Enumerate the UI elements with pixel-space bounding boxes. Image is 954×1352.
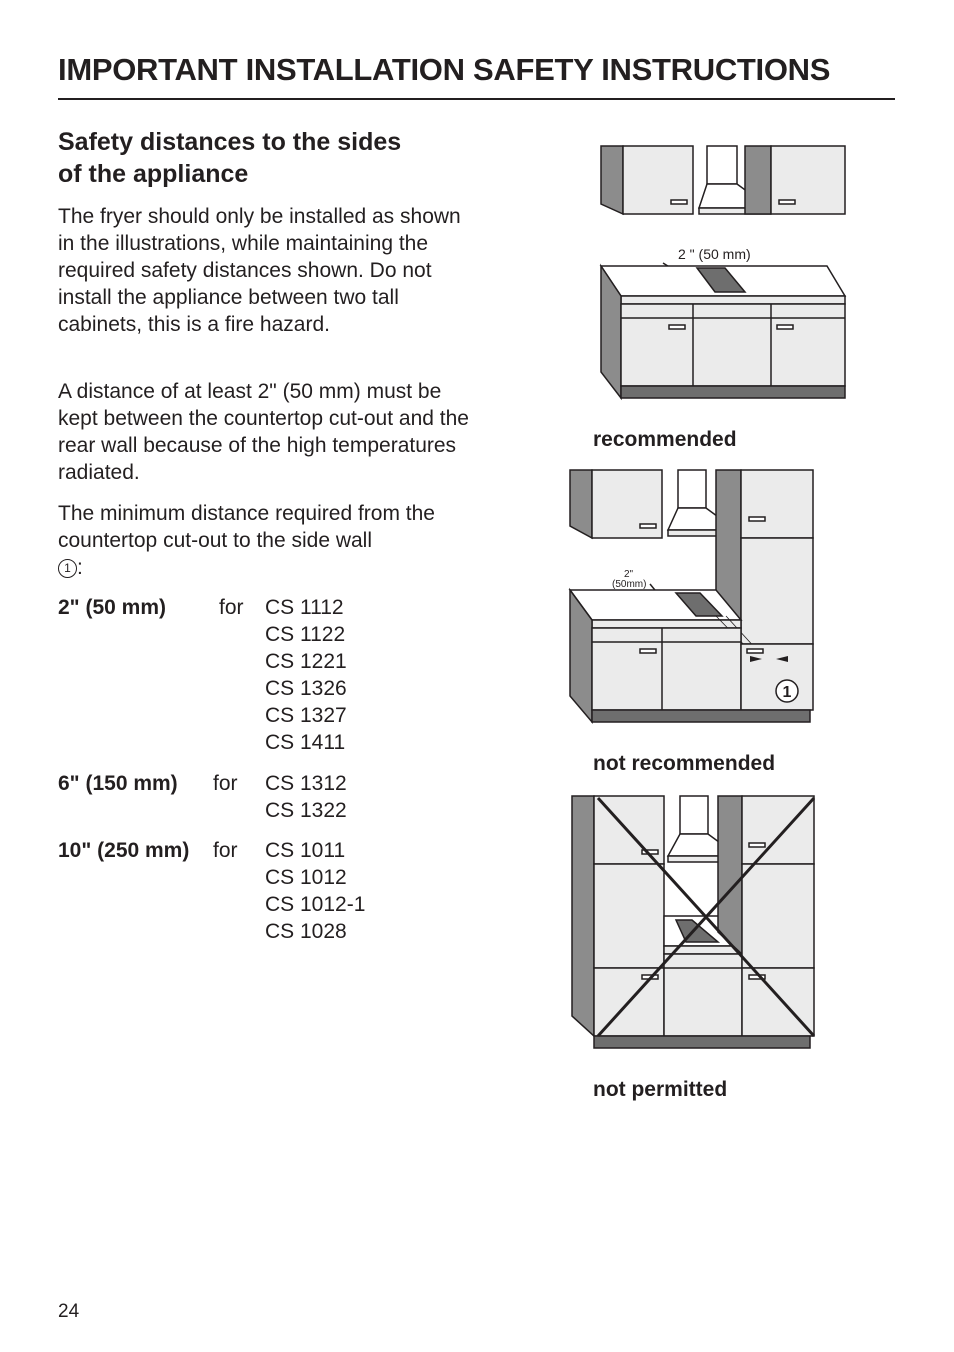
side-wall-text: The minimum distance required from the countertop cut-out to the side wall bbox=[58, 502, 435, 552]
model-item: CS 1327 bbox=[265, 704, 347, 727]
for-label: for bbox=[213, 839, 238, 862]
tall-cabinet-right-top bbox=[742, 796, 814, 864]
countertop-edge bbox=[592, 620, 741, 628]
upper-cabinet-left-side bbox=[570, 470, 592, 538]
base-cabinets bbox=[621, 304, 845, 386]
tall-cabinet-middle bbox=[741, 538, 813, 644]
range-hood-chimney bbox=[678, 470, 706, 508]
base-cabinet bbox=[664, 954, 742, 1036]
cabinet-handle bbox=[749, 843, 765, 847]
plinth bbox=[594, 1036, 810, 1048]
cabinet-handle bbox=[640, 524, 656, 528]
range-hood-chimney bbox=[680, 796, 708, 834]
range-hood-chimney bbox=[707, 146, 737, 184]
model-item: CS 1322 bbox=[265, 799, 347, 822]
base-cabinets bbox=[592, 628, 741, 710]
side-wall-marker-label: 1 bbox=[782, 684, 792, 701]
section-heading-line-2: of the appliance bbox=[58, 160, 249, 188]
cabinet-handle bbox=[671, 200, 687, 204]
cabinet-handle bbox=[749, 517, 765, 521]
model-item: CS 1028 bbox=[265, 920, 347, 943]
model-item: CS 1411 bbox=[265, 731, 346, 754]
for-label: for bbox=[219, 596, 244, 619]
distance-value: 10" (250 mm) bbox=[58, 839, 190, 862]
distance-value: 6" (150 mm) bbox=[58, 772, 178, 795]
caption-not-recommended: not recommended bbox=[593, 752, 776, 775]
rear-wall-distance-label: 2 " (50 mm) bbox=[678, 246, 751, 262]
countertop-edge bbox=[621, 296, 845, 304]
not-permitted-installation-illustration bbox=[568, 792, 828, 1054]
model-item: CS 1221 bbox=[265, 650, 347, 673]
model-item: CS 1112 bbox=[265, 596, 344, 619]
model-item: CS 1122 bbox=[265, 623, 346, 646]
model-list bbox=[265, 594, 347, 756]
plinth bbox=[592, 710, 810, 722]
side-wall-suffix: : bbox=[77, 556, 83, 579]
model-list bbox=[265, 770, 347, 824]
side-wall-paragraph bbox=[58, 500, 478, 581]
cabinet-handle bbox=[777, 325, 793, 329]
rear-wall-distance-label-2: (50mm) bbox=[612, 579, 647, 590]
plinth bbox=[621, 386, 845, 398]
section-heading-line-1: Safety distances to the sides bbox=[58, 128, 402, 156]
tall-cabinet-bottom bbox=[741, 644, 813, 710]
rear-wall-paragraph: A distance of at least 2" (50 mm) must be kept between the countertop cut-out and the rear wall because of the high temperatures radiated. bbox=[58, 380, 469, 484]
page-number: 24 bbox=[58, 1301, 80, 1322]
tall-cabinet-left-middle bbox=[594, 864, 664, 968]
caption-not-permitted: not permitted bbox=[593, 1078, 728, 1101]
side-wall-marker-icon: 1 bbox=[58, 559, 77, 578]
model-item: CS 1012 bbox=[265, 866, 347, 889]
page-title: IMPORTANT INSTALLATION SAFETY INSTRUCTIONS bbox=[58, 52, 831, 87]
cabinet-handle bbox=[779, 200, 795, 204]
upper-cabinet-left-side bbox=[601, 146, 623, 214]
model-item: CS 1012-1 bbox=[265, 893, 366, 916]
tall-cabinet-right-middle bbox=[742, 864, 814, 968]
tall-cabinet-top bbox=[741, 470, 813, 538]
rear-wall-distance-label-1: 2" bbox=[624, 569, 634, 580]
upper-cabinet-right-side bbox=[745, 146, 771, 214]
model-list bbox=[265, 837, 365, 945]
tall-cabinet-right-side bbox=[718, 796, 742, 954]
distance-value: 2" (50 mm) bbox=[58, 596, 166, 619]
for-label: for bbox=[213, 772, 238, 795]
title-divider bbox=[58, 98, 895, 100]
cabinet-handle bbox=[640, 649, 656, 653]
section-heading bbox=[58, 126, 478, 190]
recommended-installation-illustration bbox=[595, 140, 855, 402]
cabinet-handle bbox=[747, 649, 763, 653]
model-item: CS 1326 bbox=[265, 677, 347, 700]
not-recommended-installation-illustration bbox=[566, 466, 826, 728]
cabinet-handle bbox=[669, 325, 685, 329]
model-item: CS 1011 bbox=[265, 839, 346, 862]
installation-paragraph: The fryer should only be installed as shown in the illustrations, while maintaining the required safety distances shown. Do not install the appliance between two tall cabinets, this is a fire hazard. bbox=[58, 205, 461, 336]
tall-cabinet-left-side bbox=[572, 796, 594, 1036]
model-item: CS 1312 bbox=[265, 772, 347, 795]
caption-recommended: recommended bbox=[593, 428, 737, 451]
